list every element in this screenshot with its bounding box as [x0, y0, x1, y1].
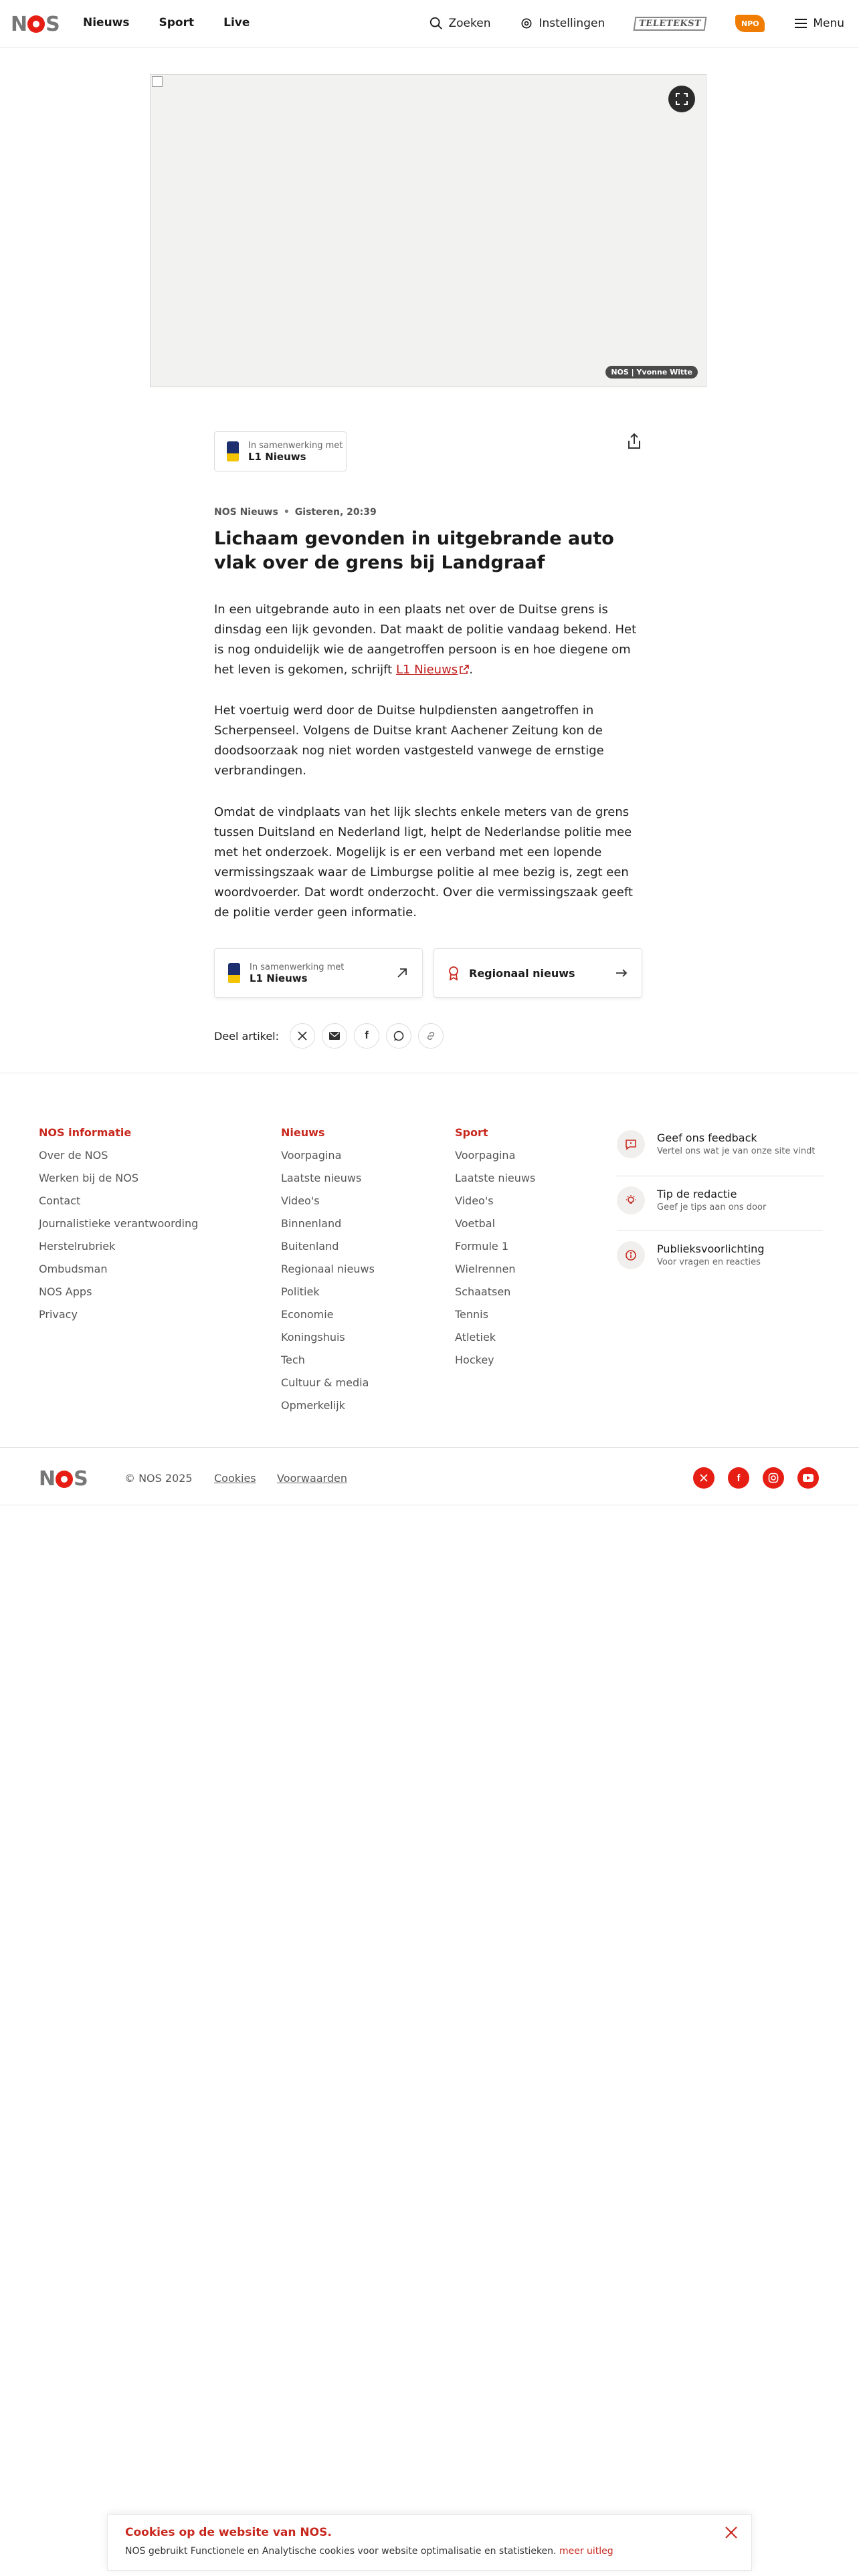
- nav-nieuws[interactable]: Nieuws: [83, 16, 130, 29]
- footer-link[interactable]: Formule 1: [455, 1240, 508, 1253]
- gear-icon: [520, 17, 533, 30]
- tip-title: Tip de redactie: [657, 1188, 737, 1200]
- share-row: [214, 1023, 444, 1049]
- partner-card[interactable]: [214, 948, 423, 998]
- footer-heading: NOS informatie: [39, 1126, 132, 1139]
- site-header: [0, 0, 859, 48]
- instagram-social-button[interactable]: [763, 1467, 784, 1489]
- hamburger-icon: [794, 18, 807, 29]
- footer-link[interactable]: Voetbal: [455, 1217, 496, 1230]
- footer-link[interactable]: Laatste nieuws: [281, 1172, 362, 1184]
- regional-news-card[interactable]: [434, 948, 642, 998]
- settings-button[interactable]: [520, 17, 605, 30]
- share-icon[interactable]: [625, 432, 644, 451]
- article-paragraph-1: [214, 600, 649, 680]
- envelope-icon: [329, 1032, 340, 1040]
- regional-news-label: Regionaal nieuws: [469, 966, 575, 980]
- feedback-title: Geef ons feedback: [657, 1132, 757, 1144]
- footer-link[interactable]: Over de NOS: [39, 1149, 108, 1162]
- search-icon: [429, 16, 444, 31]
- share-whatsapp-button[interactable]: [386, 1023, 411, 1049]
- article-image[interactable]: [150, 74, 706, 387]
- footer-col-sport: [455, 1126, 535, 1376]
- share-x-button[interactable]: [290, 1023, 315, 1049]
- tip-subtitle: Geef je tips aan ons door: [657, 1202, 767, 1212]
- footer-link[interactable]: Opmerkelijk: [281, 1399, 345, 1412]
- cookie-more-link[interactable]: meer uitleg: [559, 2546, 613, 2557]
- footer-link[interactable]: Wielrennen: [455, 1263, 516, 1275]
- footer-link[interactable]: Privacy: [39, 1308, 78, 1321]
- share-label: Deel artikel:: [214, 1029, 280, 1043]
- settings-label: Instellingen: [539, 17, 605, 30]
- nav-live[interactable]: Live: [223, 16, 250, 29]
- footer-link[interactable]: Economie: [281, 1308, 334, 1321]
- cookies-link[interactable]: Cookies: [214, 1472, 256, 1485]
- feedback-item[interactable]: [617, 1130, 823, 1158]
- footer-link[interactable]: Ombudsman: [39, 1263, 108, 1275]
- l1-logo-icon: [227, 441, 239, 461]
- menu-label: Menu: [813, 17, 844, 30]
- footer-link[interactable]: Voorpagina: [455, 1149, 516, 1162]
- fullscreen-button[interactable]: [668, 86, 695, 112]
- paragraph-text: In een uitgebrande auto in een plaats net over de Duitse grens is dinsdag een lijk gevonden. Dat maakt de politie vandaag bekend. Het is nog onduidelijk wie de aangetroffen persoon is en hoe diegene om het leven is gekomen, schrijft: [214, 603, 637, 677]
- footer-heading: Sport: [455, 1126, 488, 1139]
- share-facebook-button[interactable]: [354, 1023, 379, 1049]
- footer-link[interactable]: Tech: [281, 1354, 305, 1366]
- tip-divider: [617, 1230, 823, 1231]
- copyright: © NOS 2025: [124, 1472, 193, 1485]
- share-copy-link-button[interactable]: [418, 1023, 444, 1049]
- footer-link[interactable]: Koningshuis: [281, 1331, 345, 1344]
- x-social-button[interactable]: [693, 1467, 714, 1489]
- footer-link[interactable]: Video's: [281, 1194, 320, 1207]
- link-icon: [425, 1031, 436, 1041]
- menu-button[interactable]: [794, 17, 844, 30]
- footer-link[interactable]: Buitenland: [281, 1240, 339, 1253]
- search-label: Zoeken: [448, 17, 491, 30]
- footer-col-nieuws: [281, 1126, 375, 1422]
- footer-link[interactable]: Politiek: [281, 1285, 320, 1298]
- nos-logo[interactable]: N S: [11, 12, 60, 36]
- article-time: Gisteren, 20:39: [294, 507, 377, 518]
- cookie-banner: [107, 2514, 752, 2571]
- close-icon[interactable]: [722, 2523, 741, 2542]
- facebook-icon: f: [365, 1030, 369, 1041]
- article-source: NOS Nieuws: [214, 507, 278, 518]
- footer-nos-logo[interactable]: N S: [39, 1467, 88, 1491]
- image-credit: NOS | Yvonne Witte: [605, 366, 698, 379]
- partner-badge[interactable]: [214, 431, 347, 471]
- footer-link[interactable]: Voorpagina: [281, 1149, 342, 1162]
- footer-link[interactable]: Video's: [455, 1194, 494, 1207]
- footer-link[interactable]: Schaatsen: [455, 1285, 511, 1298]
- public-info-title: Publieksvoorlichting: [657, 1243, 765, 1255]
- external-link-icon: [460, 665, 469, 674]
- chat-icon: [617, 1130, 645, 1158]
- l1-logo-icon: [228, 963, 240, 983]
- public-info-subtitle: Voor vragen en reacties: [657, 1257, 761, 1267]
- footer-col-nos-info: [39, 1126, 198, 1331]
- cookie-text: [125, 2546, 613, 2557]
- nav-sport[interactable]: Sport: [159, 16, 195, 29]
- public-info-item[interactable]: [617, 1241, 823, 1269]
- article-paragraph-2: Het voertuig werd door de Duitse hulpdiensten aangetroffen in Scherpenseel. Volgens de Duitse krant Aachener Zeitung kon de doodsoorzaak nog niet worden vastgesteld vanwege de ernstige verbrandingen.: [214, 704, 604, 778]
- footer-link[interactable]: Journalistieke verantwoording: [39, 1217, 199, 1230]
- article-meta: NOS Nieuws • Gisteren, 20:39: [214, 507, 377, 518]
- footer-link[interactable]: Contact: [39, 1194, 81, 1207]
- footer-bottom-divider: [0, 1447, 859, 1448]
- article-paragraph-3: Omdat de vindplaats van het lijk slechts enkele meters van de grens tussen Duitsland en Nederland ligt, helpt de Nederlandse politie mee met het onderzoek. Mogelijk is er een verband met een lopende vermissingszaak waar de Limburgse politie al mee bezig is, zegt een woordvoerder. Dat wordt onderzocht. Over die vermissingszaak geeft de politie verder geen informatie.: [214, 805, 633, 920]
- footer-link[interactable]: Werken bij de NOS: [39, 1172, 139, 1184]
- youtube-icon: [803, 1474, 814, 1482]
- partner-card-name: L1 Nieuws: [250, 972, 308, 984]
- footer-link[interactable]: Atletiek: [455, 1331, 496, 1344]
- external-arrow-icon: [395, 966, 409, 980]
- header-actions: [429, 15, 845, 32]
- partner-name: L1 Nieuws: [248, 450, 306, 463]
- main-nav: [83, 16, 250, 29]
- footer-link[interactable]: Laatste nieuws: [455, 1172, 536, 1184]
- partner-card-small: In samenwerking met: [250, 962, 345, 972]
- fullscreen-icon: [676, 93, 688, 105]
- info-icon: [617, 1241, 645, 1269]
- whatsapp-icon: [393, 1031, 404, 1041]
- x-icon: [298, 1031, 307, 1041]
- footer-link[interactable]: Herstelrubriek: [39, 1240, 116, 1253]
- footer-link[interactable]: Regionaal nieuws: [281, 1263, 375, 1275]
- lightbulb-icon: [617, 1186, 645, 1214]
- article-title: Lichaam gevonden in uitgebrande auto vlak over de grens bij Landgraaf: [214, 528, 614, 573]
- footer-link[interactable]: Cultuur & media: [281, 1376, 369, 1389]
- cookie-description: NOS gebruikt Functionele en Analytische cookies voor website optimalisatie en statistieken.: [125, 2546, 557, 2557]
- teletekst-logo[interactable]: TELETEKST: [634, 17, 707, 31]
- search-button[interactable]: [429, 16, 491, 31]
- npo-logo[interactable]: NPO: [735, 15, 765, 32]
- feedback-subtitle: Vertel ons wat je van onze site vindt: [657, 1146, 816, 1156]
- footer-link[interactable]: Binnenland: [281, 1217, 342, 1230]
- footer-link[interactable]: Tennis: [455, 1308, 488, 1321]
- broken-image-icon: [152, 76, 163, 87]
- footer-link[interactable]: NOS Apps: [39, 1285, 92, 1298]
- arrow-right-icon: [615, 966, 628, 980]
- cookie-title: Cookies op de website van NOS.: [125, 2526, 332, 2539]
- tip-item[interactable]: [617, 1186, 823, 1214]
- youtube-social-button[interactable]: [797, 1467, 819, 1489]
- paragraph-end: .: [469, 663, 473, 677]
- instagram-icon: [768, 1473, 779, 1483]
- terms-link[interactable]: Voorwaarden: [277, 1472, 347, 1485]
- footer-heading: Nieuws: [281, 1126, 325, 1139]
- facebook-icon: f: [737, 1472, 741, 1484]
- share-email-button[interactable]: [322, 1023, 347, 1049]
- facebook-social-button[interactable]: [728, 1467, 749, 1489]
- x-icon: [700, 1474, 708, 1482]
- footer-link[interactable]: Hockey: [455, 1354, 494, 1366]
- partner-small-label: In samenwerking met: [248, 440, 343, 451]
- l1-nieuws-link[interactable]: L1 Nieuws: [395, 663, 458, 677]
- location-badge-icon: [448, 966, 460, 980]
